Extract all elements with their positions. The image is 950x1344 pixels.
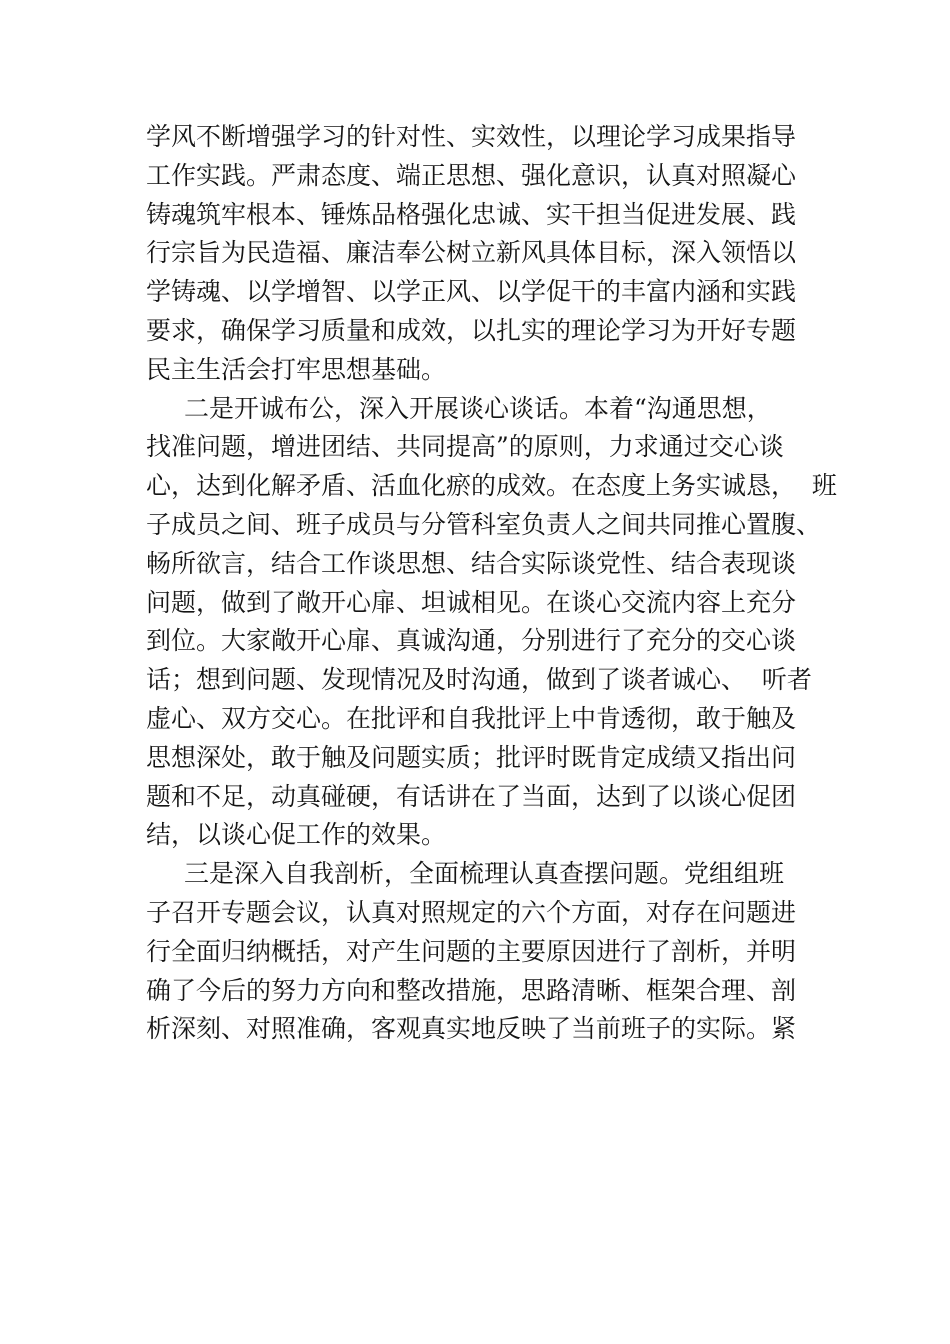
text-line: 民主生活会打牢思想基础。 (146, 354, 447, 384)
text-line: 确了今后的努力方向和整改措施，思路清晰、框架合理、剖 (146, 975, 797, 1005)
text-line: 工作实践。严肃态度、端正思想、强化意识，认真对照凝心 (146, 160, 797, 190)
paragraph-start-line: 二是开诚布公，深入开展谈心谈话。本着“沟通思想， (184, 393, 772, 423)
text-line: 找准问题，增进团结、共同提高”的原则，力求通过交心谈 (146, 432, 784, 462)
paragraph-start-line: 三是深入自我剖析，全面梳理认真查摆问题。党组组班 (184, 859, 785, 889)
text-line: 要求，确保学习质量和成效，以扎实的理论学习为开好专题 (146, 315, 797, 345)
text-line: 话；想到问题、发现情况及时沟通，做到了谈者诚心、 听者 (146, 665, 812, 695)
text-line: 虚心、双方交心。在批评和自我批评上中肯透彻，敢于触及 (146, 703, 797, 733)
text-line: 行宗旨为民造福、廉洁奉公树立新风具体目标，深入领悟以 (146, 238, 797, 268)
text-line: 结，以谈心促工作的效果。 (146, 820, 447, 850)
text-line: 析深刻、对照准确，客观真实地反映了当前班子的实际。紧 (146, 1014, 797, 1044)
text-line: 学风不断增强学习的针对性、实效性，以理论学习成果指导 (146, 122, 797, 151)
text-line: 畅所欲言，结合工作谈思想、结合实际谈党性、结合表现谈 (146, 548, 797, 578)
text-line: 子召开专题会议，认真对照规定的六个方面，对存在问题进 (146, 897, 797, 927)
text-line: 行全面归纳概括，对产生问题的主要原因进行了剖析，并明 (146, 936, 797, 966)
text-line: 子成员之间、班子成员与分管科室负责人之间共同推心置腹、 (146, 509, 822, 539)
body-text (146, 118, 836, 1049)
text-line: 心，达到化解矛盾、活血化瘀的成效。在态度上务实诚恳， 班 (146, 471, 837, 501)
text-line: 到位。大家敞开心扉、真诚沟通，分别进行了充分的交心谈 (146, 626, 797, 656)
text-line: 铸魂筑牢根本、锤炼品格强化忠诚、实干担当促进发展、践 (146, 199, 797, 229)
text-line: 学铸魂、以学增智、以学正风、以学促干的丰富内涵和实践 (146, 277, 797, 307)
text-line: 思想深处，敢于触及问题实质；批评时既肯定成绩又指出问 (146, 742, 797, 772)
text-line: 题和不足，动真碰硬，有话讲在了当面，达到了以谈心促团 (146, 781, 797, 811)
text-line: 问题，做到了敞开心扉、坦诚相见。在谈心交流内容上充分 (146, 587, 797, 617)
